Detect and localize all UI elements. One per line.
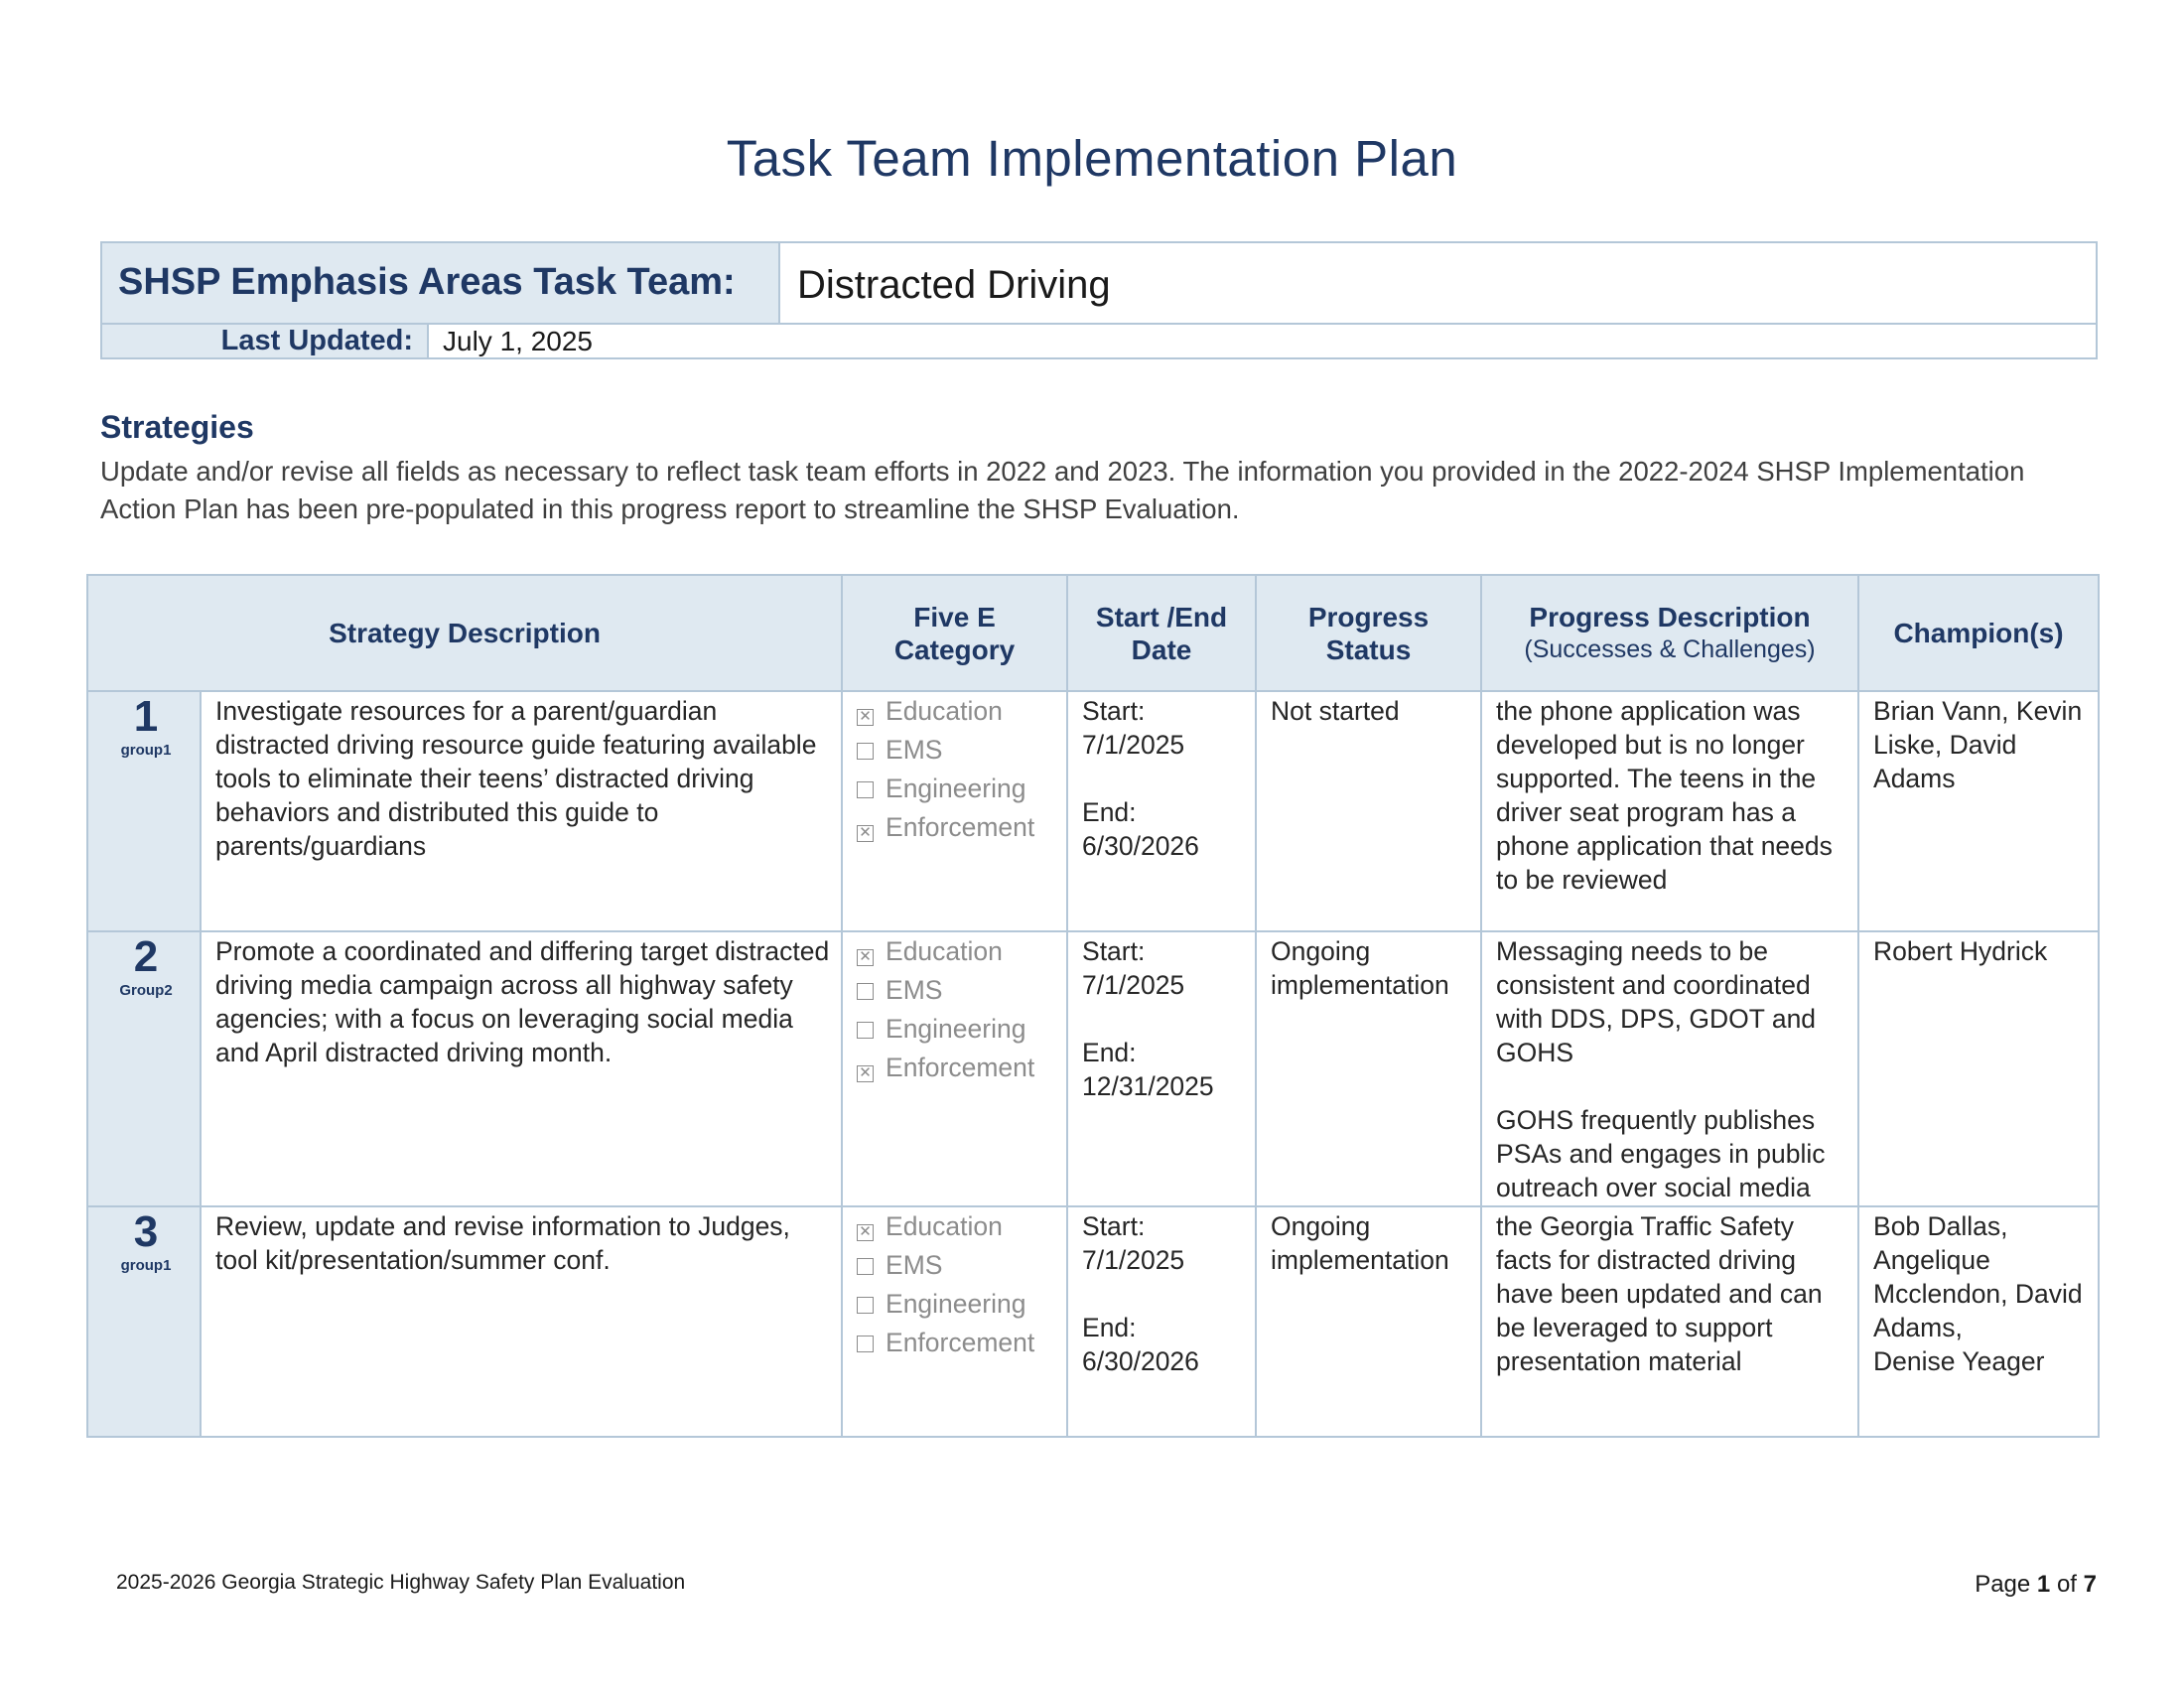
strategy-group: group1 xyxy=(120,1257,172,1274)
progress-description-text: the phone application was developed but is no longer supported. The teens in the driver seat program has a phone application that needs to be reviewed xyxy=(1496,696,1833,895)
category-label: Enforcement xyxy=(886,1328,1035,1357)
category-checkbox[interactable] xyxy=(857,770,1056,808)
strategy-number-cell xyxy=(87,1206,201,1437)
category-checkbox[interactable] xyxy=(857,692,1056,731)
start-date: 7/1/2025 xyxy=(1082,730,1185,760)
strategies-table xyxy=(86,574,2100,1438)
checkbox-icon[interactable] xyxy=(857,983,874,1000)
five-e-category-cell xyxy=(842,931,1067,1206)
start-label: Start: xyxy=(1082,696,1146,726)
progress-status[interactable]: Not started xyxy=(1256,691,1481,931)
checkbox-icon[interactable] xyxy=(857,1022,874,1039)
end-label: End: xyxy=(1082,1313,1137,1342)
progress-status[interactable]: Ongoing implementation xyxy=(1256,931,1481,1206)
strategy-number: 2 xyxy=(133,932,159,981)
category-checkbox[interactable] xyxy=(857,932,1056,971)
table-header-row xyxy=(87,575,2099,691)
champions-text: Denise Yeager xyxy=(1873,1346,2045,1376)
category-label: Engineering xyxy=(886,1014,1026,1044)
table-row xyxy=(87,691,2099,931)
category-checkbox[interactable] xyxy=(857,1207,1056,1246)
progress-description-cell[interactable] xyxy=(1481,691,1858,931)
champions-cell[interactable] xyxy=(1858,931,2099,1206)
end-date: 12/31/2025 xyxy=(1082,1071,1214,1101)
category-label: Enforcement xyxy=(886,812,1035,842)
category-label: Education xyxy=(886,1211,1003,1241)
header-five-e-line2: Category xyxy=(893,633,1016,665)
progress-description-cell[interactable] xyxy=(1481,1206,1858,1437)
end-label: End: xyxy=(1082,1038,1137,1067)
strategy-number-cell xyxy=(87,691,201,931)
header-dates-line2: Date xyxy=(1131,633,1192,665)
footer-page-word: Page xyxy=(1975,1571,2031,1598)
team-row xyxy=(102,243,2096,325)
strategy-group: group1 xyxy=(120,742,172,759)
team-label: SHSP Emphasis Areas Task Team: xyxy=(102,243,780,323)
page-title: Task Team Implementation Plan xyxy=(726,130,1458,187)
start-end-date-cell[interactable] xyxy=(1067,1206,1256,1437)
category-label: Education xyxy=(886,936,1003,966)
end-label: End: xyxy=(1082,797,1137,827)
checkbox-icon[interactable] xyxy=(857,1258,874,1275)
champions-text: Brian Vann, Kevin Liske, David Adams xyxy=(1873,696,2083,793)
category-checkbox[interactable] xyxy=(857,1049,1056,1087)
progress-status[interactable]: Ongoing implementation xyxy=(1256,1206,1481,1437)
end-date: 6/30/2026 xyxy=(1082,831,1199,861)
five-e-category-cell xyxy=(842,691,1067,931)
footer-page-number xyxy=(1975,1571,2097,1599)
category-checkbox[interactable] xyxy=(857,1285,1056,1324)
footer-of-word: of xyxy=(2056,1571,2077,1598)
strategy-description[interactable]: Promote a coordinated and differing target distracted driving media campaign across all highway safety agencies; with a focus on leveraging social media and April distracted driving month. xyxy=(201,931,842,1206)
start-date: 7/1/2025 xyxy=(1082,1245,1185,1275)
footer-page-current: 1 xyxy=(2036,1571,2051,1598)
start-label: Start: xyxy=(1082,936,1146,966)
progress-description-cell[interactable] xyxy=(1481,931,1858,1206)
category-label: EMS xyxy=(886,975,943,1005)
start-end-date-cell[interactable] xyxy=(1067,691,1256,931)
header-progress-line2: (Successes & Challenges) xyxy=(1524,634,1816,663)
category-label: EMS xyxy=(886,1250,943,1280)
header-status-line1: Progress xyxy=(1307,601,1430,633)
footer-document-name: 2025-2026 Georgia Strategic Highway Safety Plan Evaluation xyxy=(116,1571,686,1594)
strategy-description[interactable]: Review, update and revise information to Judges, tool kit/presentation/summer conf. xyxy=(201,1206,842,1437)
checked-box-icon[interactable]: ✕ xyxy=(857,709,874,726)
header-progress-line1: Progress Description xyxy=(1529,601,1811,633)
strategy-description[interactable]: Investigate resources for a parent/guardian distracted driving resource guide featuring available tools to eliminate their teens’ distracted driving behaviors and distributed this guide to parents/guardians xyxy=(201,691,842,931)
team-info-box xyxy=(100,241,2098,359)
footer-page-total: 7 xyxy=(2083,1571,2097,1598)
table-row xyxy=(87,1206,2099,1437)
category-label: Enforcement xyxy=(886,1053,1035,1082)
checkbox-icon[interactable] xyxy=(857,1336,874,1352)
start-label: Start: xyxy=(1082,1211,1146,1241)
header-start-end-date xyxy=(1067,575,1256,691)
champions-text: Robert Hydrick xyxy=(1873,936,2048,966)
header-strategy-description: Strategy Description xyxy=(87,575,842,691)
start-end-date-cell[interactable] xyxy=(1067,931,1256,1206)
strategy-group: Group2 xyxy=(119,982,173,999)
header-five-e-line1: Five E xyxy=(913,601,996,633)
category-label: Engineering xyxy=(886,1289,1026,1319)
checkbox-icon[interactable] xyxy=(857,743,874,760)
header-dates-line1: Start /End xyxy=(1095,601,1228,633)
progress-description-text: the Georgia Traffic Safety facts for distracted driving have been updated and can be leveraged to support presentation material xyxy=(1496,1211,1823,1376)
progress-description-text: Messaging needs to be consistent and coordinated with DDS, DPS, GDOT and GOHS xyxy=(1496,936,1817,1067)
strategy-number: 1 xyxy=(133,692,159,741)
category-checkbox[interactable] xyxy=(857,808,1056,847)
header-progress-description xyxy=(1481,575,1858,691)
strategy-number: 3 xyxy=(133,1207,159,1256)
checked-box-icon[interactable]: ✕ xyxy=(857,1065,874,1082)
category-checkbox[interactable] xyxy=(857,1324,1056,1362)
header-five-e-category xyxy=(842,575,1067,691)
five-e-category-cell xyxy=(842,1206,1067,1437)
end-date: 6/30/2026 xyxy=(1082,1346,1199,1376)
checked-box-icon[interactable]: ✕ xyxy=(857,1224,874,1241)
checkbox-icon[interactable] xyxy=(857,1297,874,1314)
last-updated-label: Last Updated: xyxy=(102,325,429,357)
strategy-number-cell xyxy=(87,931,201,1206)
category-label: Engineering xyxy=(886,774,1026,803)
start-date: 7/1/2025 xyxy=(1082,970,1185,1000)
category-checkbox[interactable] xyxy=(857,1246,1056,1285)
header-champions: Champion(s) xyxy=(1858,575,2099,691)
header-status-line2: Status xyxy=(1325,633,1412,665)
strategies-intro: Update and/or revise all fields as necessary to reflect task team efforts in 2022 and 2023. The information you provided in the 2022-2024 SHSP Implementation Action Plan has been pre-populated in this progress report to streamline the SHSP Evaluation. xyxy=(100,456,2025,524)
checked-box-icon[interactable]: ✕ xyxy=(857,825,874,842)
checkbox-icon[interactable] xyxy=(857,781,874,798)
category-checkbox[interactable] xyxy=(857,731,1056,770)
champions-cell[interactable] xyxy=(1858,691,2099,931)
checked-box-icon[interactable]: ✕ xyxy=(857,949,874,966)
last-updated-value[interactable]: July 1, 2025 xyxy=(443,326,593,356)
category-checkbox[interactable] xyxy=(857,971,1056,1010)
header-progress-status xyxy=(1256,575,1481,691)
champions-text: Bob Dallas, Angelique Mcclendon, David Adams, xyxy=(1873,1211,2083,1342)
category-label: EMS xyxy=(886,735,943,765)
table-row xyxy=(87,931,2099,1206)
team-value[interactable]: Distracted Driving xyxy=(797,263,1111,307)
category-label: Education xyxy=(886,696,1003,726)
champions-cell[interactable] xyxy=(1858,1206,2099,1437)
progress-description-text: GOHS frequently publishes PSAs and engages in public outreach over social media xyxy=(1496,1105,1826,1202)
category-checkbox[interactable] xyxy=(857,1010,1056,1049)
strategies-heading: Strategies xyxy=(100,409,254,445)
